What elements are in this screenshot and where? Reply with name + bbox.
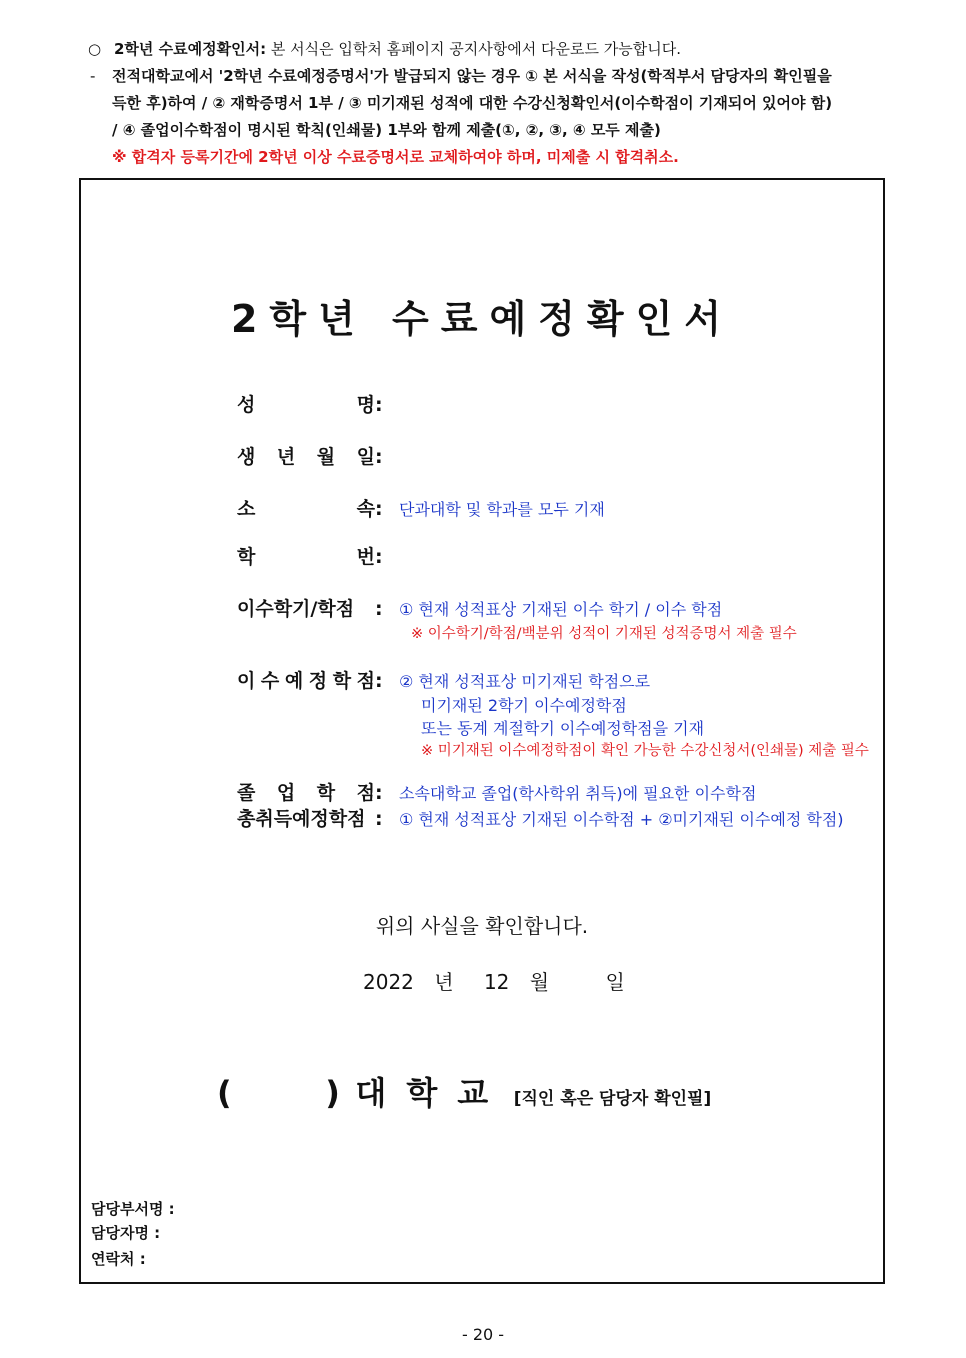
total-credits-row: 총취득예정학점 : ① 현재 성적표상 기재된 이수학점 + ②미기재된 이수예정 학점) — [237, 804, 844, 831]
credits-value: ① 현재 성적표상 기재된 이수 학기 / 이수 학점 — [399, 600, 723, 619]
circle-bullet-icon: ○ — [88, 40, 102, 58]
birth-label: 생 년 월 일 — [237, 446, 375, 468]
expected-credits-label: 이 수 예 정 학 점 — [237, 670, 375, 692]
date-month-unit: 월 — [529, 970, 550, 994]
total-credits-value: ① 현재 성적표상 기재된 이수학점 + ②미기재된 이수예정 학점) — [399, 810, 844, 829]
university-signature — [217, 1068, 711, 1114]
notice-instructions — [90, 63, 908, 90]
department-label: 담당부서명 : — [91, 1200, 175, 1218]
contact-label: 연락처 : — [91, 1250, 146, 1268]
page-number: - 20 - — [461, 1325, 505, 1344]
notice-line-2: 전적대학교에서 '2학년 수료예정증명서'가 발급되지 않는 경우 ① 본 서식을 작성(학적부서 담당자의 확인필을 — [112, 67, 832, 85]
graduation-credits-value: 소속대학교 졸업(학사학위 취득)에 필요한 이수학점 — [399, 784, 757, 803]
credits-note: ※ 이수학기/학점/백분위 성적이 기재된 성적증명서 제출 필수 — [411, 626, 797, 642]
expected-credits-line-3: 또는 동계 계절학기 이수예정학점을 기재 — [421, 719, 705, 738]
notice-line-4: / ④ 졸업이수학점이 명시된 학칙(인쇄물) 1부와 함께 제출(①, ②, ③, ④ 모두 제출) — [112, 121, 661, 139]
birth-row: 생 년 월 일 : — [237, 442, 399, 469]
date-month: 12 — [483, 970, 510, 994]
student-id-label: 학 번 — [237, 546, 375, 568]
certificate-form — [79, 178, 885, 1284]
confirmation-text: 위의 사실을 확인합니다. — [375, 914, 589, 938]
date-year: 2022 — [363, 970, 414, 994]
student-id-row: 학 번 : — [237, 542, 399, 569]
date-line — [363, 966, 625, 995]
credits-label: 이수학기/학점 — [237, 598, 355, 620]
form-title: 2학년 수료예정확인서 — [230, 297, 734, 341]
expected-credits-line-2: 미기재된 2학기 이수예정학점 — [421, 696, 627, 715]
name-row: 성 명 : — [237, 390, 399, 417]
expected-credits-line-1: ② 현재 성적표상 미기재된 학점으로 — [399, 672, 651, 691]
notice-line-3: 득한 후)하여 / ② 재학증명서 1부 / ③ 미기재된 성적에 대한 수강신청확인서(이수학점이 기재되어 있어야 함) — [112, 94, 833, 112]
expected-credits-note: ※ 미기재된 이수예정학점이 확인 가능한 수강신청서(인쇄물) 제출 필수 — [421, 743, 869, 759]
dash-bullet: - — [90, 67, 96, 85]
graduation-credits-row: 졸 업 학 점 : 소속대학교 졸업(학사학위 취득)에 필요한 이수학점 — [237, 778, 756, 805]
affiliation-value: 단과대학 및 학과를 모두 기재 — [399, 500, 605, 519]
staff-name-label: 담당자명 : — [91, 1224, 161, 1242]
notice-warning: ※ 합격자 등록기간에 2학년 이상 수료증명서로 교체하여야 하며, 미제출 시 합격취소. — [112, 148, 679, 166]
expected-credits-row: 이 수 예 정 학 점 : ② 현재 성적표상 미기재된 학점으로 — [237, 666, 650, 693]
affiliation-row: 소 속 : 단과대학 및 학과를 모두 기재 — [237, 494, 605, 521]
date-day-unit: 일 — [605, 970, 625, 994]
total-credits-label: 총취득예정학점 — [237, 808, 366, 830]
university-close-paren: ) — [325, 1074, 340, 1112]
university-open-paren: ( — [217, 1074, 232, 1112]
graduation-credits-label: 졸 업 학 점 — [237, 782, 375, 804]
affiliation-label: 소 속 — [237, 498, 375, 520]
notice-block — [88, 36, 908, 171]
notice-heading-line — [88, 36, 908, 63]
notice-heading: 2학년 수료예정확인서: — [114, 40, 267, 58]
university-text: 대학교 — [355, 1074, 509, 1112]
notice-heading-rest: 본 서식은 입학처 홈페이지 공지사항에서 다운로드 가능합니다. — [266, 40, 681, 58]
seal-note: [직인 혹은 담당자 확인필] — [513, 1089, 712, 1109]
date-year-unit: 년 — [434, 970, 454, 994]
credits-row: 이수학기/학점 : ① 현재 성적표상 기재된 이수 학기 / 이수 학점 — [237, 594, 722, 621]
name-label: 성 명 — [237, 394, 375, 416]
